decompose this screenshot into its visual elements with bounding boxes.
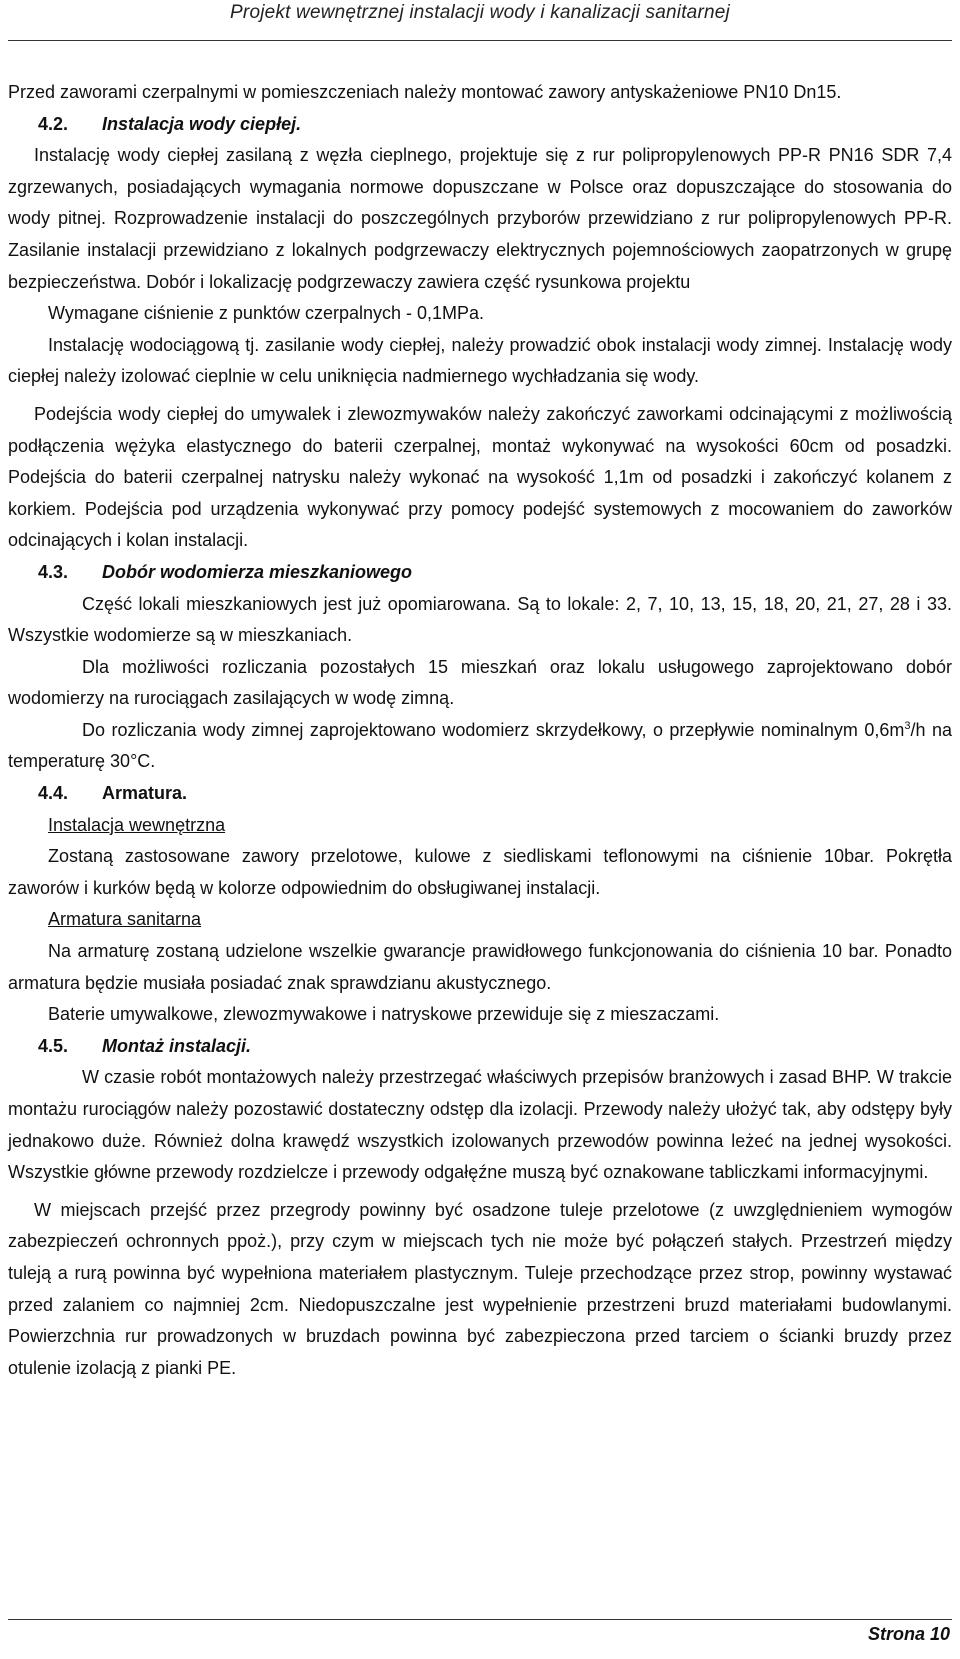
paragraph: Instalację wodociągową tj. zasilanie wody ciepłej, należy prowadzić obok instalacji wody zimnej. Instalację wody ciepłej należy izolować cieplnie w celu uniknięcia nadmiernego wychładzania się wody.: [8, 334, 952, 387]
superscript: 3: [904, 719, 911, 732]
paragraph: Baterie umywalkowe, zlewozmywakowe i natryskowe przewiduje się z mieszaczami.: [48, 1004, 720, 1025]
paragraph-text: Do rozliczania wody zimnej zaprojektowano wodomierz skrzydełkowy, o przepływie nominalnym 0,6m: [82, 719, 905, 740]
paragraph: W miejscach przejść przez przegrody powinny być osadzone tuleje przelotowe (z uwzględnieniem wymogów zabezpieczeń ochronnych ppoż.), przy czym w miejscach tych nie może być połączeń stałych. Przestrzeń między tuleją a rurą powinna być wypełniona materiałem plastycznym. Tuleje przechodzące przez strop, powinny wystawać przed zalaniem co najmniej 2cm. Niedopuszczalne jest wypełnienie przestrzeni bruzd materiałami budowlanymi. Powierzchnia rur prowadzonych w bruzdach powinna być zabezpieczona przed tarciem o ścianki bruzdy przez otulenie izolacją z pianki PE.: [8, 1199, 952, 1378]
section-number: 4.4.: [38, 783, 69, 804]
paragraph-text: /h na temperaturę 30°C.: [8, 719, 952, 772]
section-heading-4-5: [8, 1031, 952, 1063]
paragraph: Na armaturę zostaną udzielone wszelkie gwarancje prawidłowego funkcjonowania do ciśnienia 10 bar. Ponadto armatura będzie musiała posiadać znak sprawdzianu akustycznego.: [8, 941, 952, 993]
section-title: Armatura.: [102, 783, 188, 804]
section-number: 4.5.: [38, 1035, 69, 1056]
paragraph: Przed zaworami czerpalnymi w pomieszczeniach należy montować zawory antyskażeniowe PN10 Dn15.: [8, 82, 842, 102]
page-number: Strona 10: [867, 1624, 950, 1644]
section-heading-4-2: [8, 109, 952, 141]
paragraph: Zostaną zastosowane zawory przelotowe, kulowe z siedliskami teflonowymi na ciśnienie 10bar. Pokrętła zaworów i kurków będą w kolorze odpowiednim do obsługiwanej instalacji.: [8, 846, 952, 898]
paragraph: Część lokali mieszkaniowych jest już opomiarowana. Są to lokale: 2, 7, 10, 13, 15, 18, 20, 21, 27, 28 i 33. Wszystkie wodomierze są w mieszkaniach.: [8, 593, 952, 646]
section-number: 4.3.: [38, 561, 69, 582]
header-divider: [8, 40, 952, 41]
document-body: [8, 77, 952, 1384]
section-title: Montaż instalacji.: [102, 1035, 252, 1056]
section-heading-4-3: [8, 557, 952, 589]
subsection-title: Instalacja wewnętrzna: [48, 814, 226, 835]
paragraph: [8, 715, 952, 778]
paragraph: Wymagane ciśnienie z punktów czerpalnych - 0,1MPa.: [48, 303, 485, 324]
paragraph: Podejścia wody ciepłej do umywalek i zlewozmywaków należy zakończyć zaworkami odcinającymi z możliwością podłączenia wężyka elastycznego do baterii czerpalnej, montaż wykonywać na wysokości 60cm od posadzki. Podejścia do baterii czerpalnej natrysku należy wykonać na wysokość 1,1m od posadzki i zakończyć kolanem z korkiem. Podejścia pod urządzenia wykonywać przy pomocy podejść systemowych z mocowaniem do zaworków odcinających i kolan instalacji.: [8, 403, 952, 551]
section-title: Instalacja wody ciepłej.: [102, 113, 302, 134]
section-number: 4.2.: [38, 113, 69, 134]
paragraph: Dla możliwości rozliczania pozostałych 15 mieszkań oraz lokalu usługowego zaprojektowano dobór wodomierzy na rurociągach zasilających w wodę zimną.: [8, 656, 952, 709]
subsection-title: Armatura sanitarna: [48, 909, 202, 930]
page-header: [0, 0, 960, 44]
document-title: Projekt wewnętrznej instalacji wody i kanalizacji sanitarnej: [230, 2, 730, 23]
paragraph: Instalację wody ciepłej zasilaną z węzła cieplnego, projektuje się z rur polipropylenowych PP-R PN16 SDR 7,4 zgrzewanych, posiadających wymagania normowe dopuszczane w Polsce oraz dopuszczające do stosowania do wody pitnej. Rozprowadzenie instalacji do poszczególnych przyborów przewidziano z rur polipropylenowych PP-R. Zasilanie instalacji przewidziano z lokalnych podgrzewaczy elektrycznych pojemnościowych zaopatrzonych w grupę bezpieczeństwa. Dobór i lokalizację podgrzewaczy zawiera część rysunkowa projektu: [8, 145, 952, 292]
paragraph: W czasie robót montażowych należy przestrzegać właściwych przepisów branżowych i zasad BHP. W trakcie montażu rurociągów należy pozostawić dostateczny odstęp dla izolacji. Przewody należy ułożyć tak, aby odstępy były jednakowo duże. Również dolna krawędź wszystkich izolowanych przewodów powinna leżeć na jednej wysokości. Wszystkie główne przewody rozdzielcze i przewody odgałęźne muszą być oznakowane tabliczkami informacyjnymi.: [8, 1067, 952, 1183]
section-heading-4-4: [8, 778, 952, 810]
footer-divider: [8, 1619, 952, 1620]
section-title: Dobór wodomierza mieszkaniowego: [102, 561, 413, 582]
